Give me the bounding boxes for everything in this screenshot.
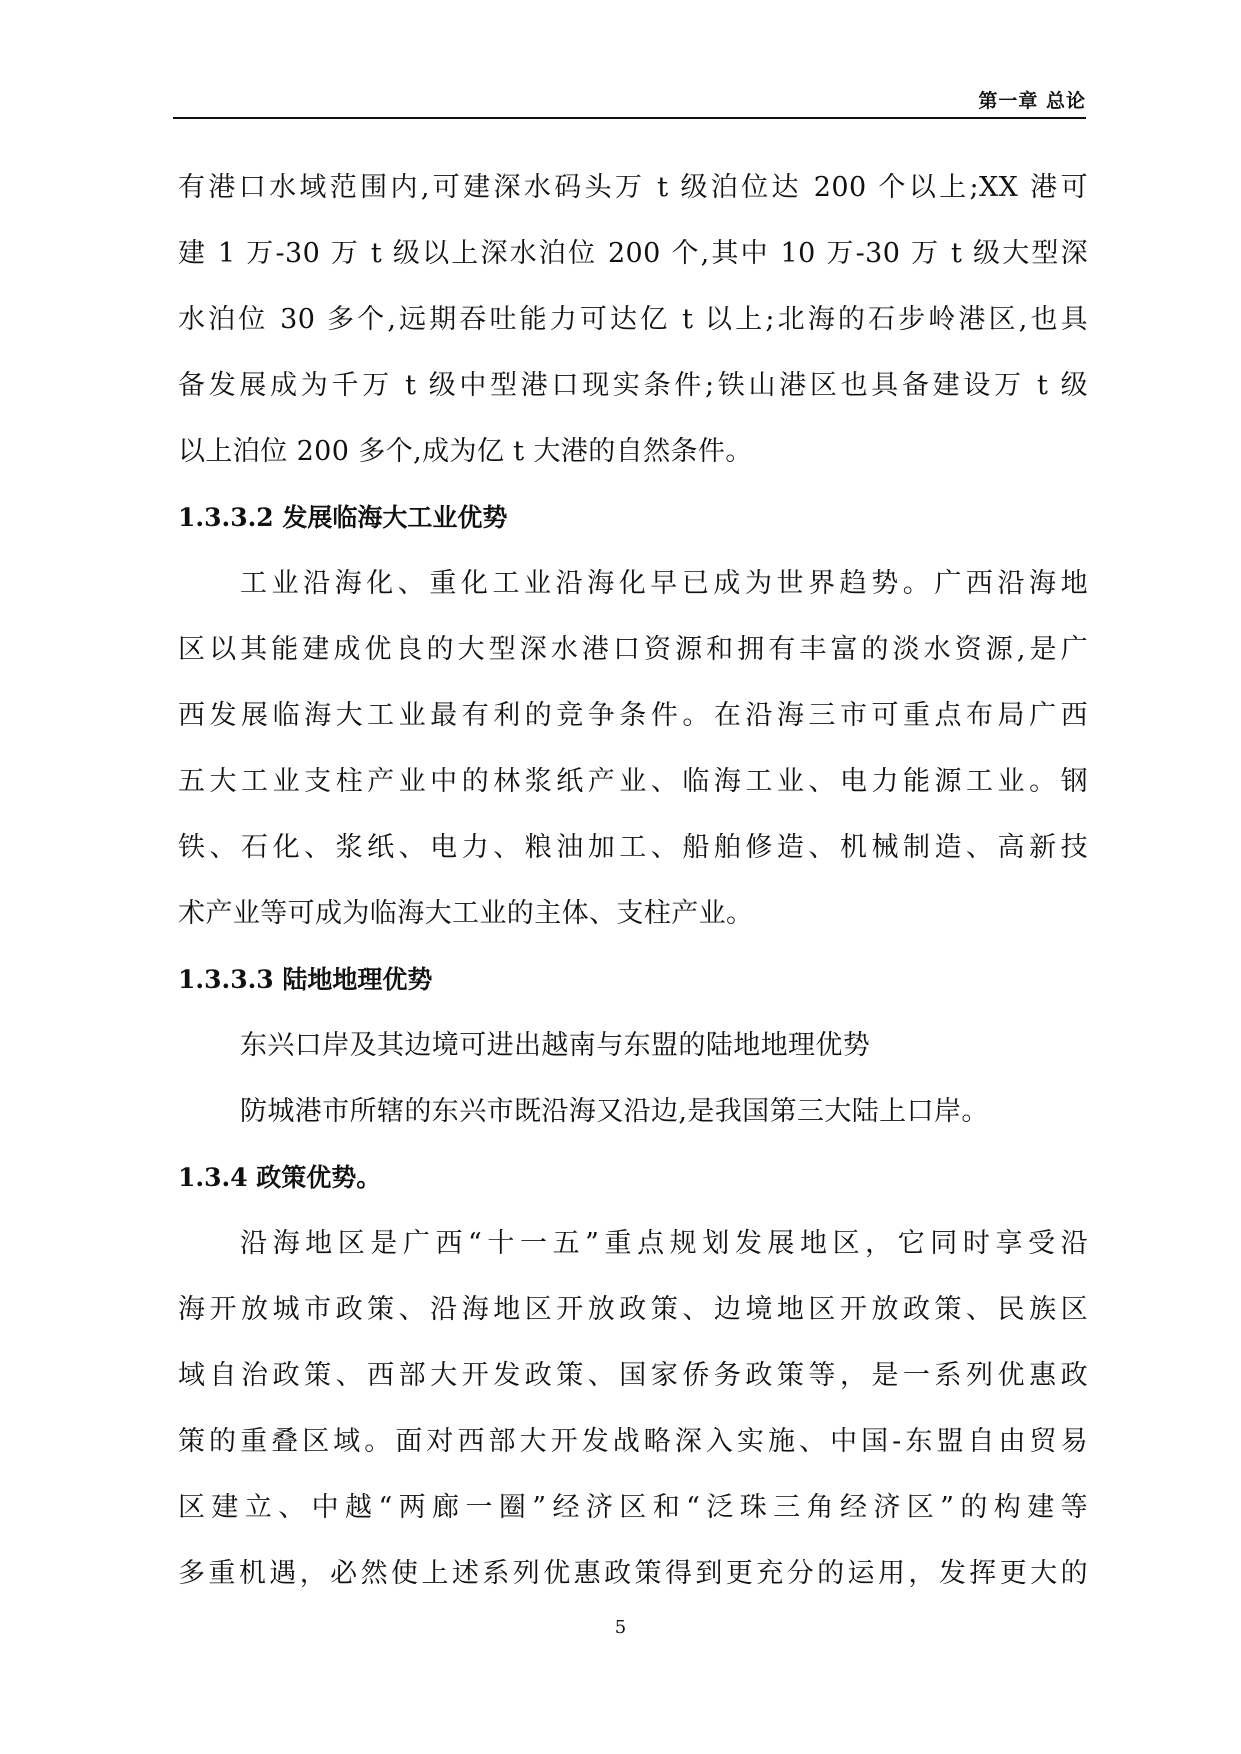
- header-rule: [173, 117, 1086, 119]
- page-number: 5: [614, 1617, 627, 1638]
- paragraph-line: 建 1 万-30 万 t 级以上深水泊位 200 个,其中 10 万-30 万 t 级大型深: [178, 238, 1088, 269]
- paragraph-line: 海开放城市政策、沿海地区开放政策、边境地区开放政策、民族区: [178, 1294, 1088, 1325]
- paragraph-line: 备发展成为千万 t 级中型港口现实条件;铁山港区也具备建设万 t 级: [178, 370, 1088, 401]
- paragraph-line: 铁、石化、浆纸、电力、粮油加工、船舶修造、机械制造、高新技: [178, 832, 1088, 863]
- paragraph-line: 水泊位 30 多个,远期吞吐能力可达亿 t 以上;北海的石步岭港区,也具: [178, 304, 1088, 335]
- paragraph-line: 防城港市所辖的东兴市既沿海又沿边,是我国第三大陆上口岸。: [240, 1096, 989, 1127]
- paragraph-line: 以上泊位 200 多个,成为亿 t 大港的自然条件。: [178, 436, 753, 467]
- paragraph-line: 沿海地区是广西“十一五”重点规划发展地区，它同时享受沿: [240, 1228, 1088, 1259]
- running-header-chapter-title: 第一章 总论: [978, 90, 1086, 112]
- paragraph-line: 术产业等可成为临海大工业的主体、支柱产业。: [178, 898, 754, 929]
- paragraph-line: 五大工业支柱产业中的林浆纸产业、临海工业、电力能源工业。钢: [178, 766, 1088, 797]
- body-text: [178, 155, 1088, 1607]
- paragraph-line: 东兴口岸及其边境可进出越南与东盟的陆地地理优势: [240, 1030, 871, 1061]
- paragraph-line: 策的重叠区域。面对西部大开发战略深入实施、中国-东盟自由贸易: [178, 1426, 1088, 1457]
- paragraph-line: 域自治政策、西部大开发政策、国家侨务政策等，是一系列优惠政: [178, 1360, 1088, 1391]
- paragraph-line: 多重机遇，必然使上述系列优惠政策得到更充分的运用，发挥更大的: [178, 1558, 1088, 1589]
- paragraph-line: 工业沿海化、重化工业沿海化早已成为世界趋势。广西沿海地: [240, 568, 1088, 599]
- paragraph-line: 西发展临海大工业最有利的竞争条件。在沿海三市可重点布局广西: [178, 700, 1088, 731]
- paragraph-line: 区以其能建成优良的大型深水港口资源和拥有丰富的淡水资源,是广: [178, 634, 1088, 665]
- section-heading: 1.3.4 政策优势。: [178, 1163, 382, 1192]
- paragraph-line: 区建立、中越“两廊一圈”经济区和“泛珠三角经济区”的构建等: [178, 1492, 1088, 1523]
- section-heading: 1.3.3.2 发展临海大工业优势: [178, 503, 508, 532]
- paragraph-line: 有港口水域范围内,可建深水码头万 t 级泊位达 200 个以上;XX 港可: [178, 172, 1088, 203]
- section-heading: 1.3.3.3 陆地地理优势: [178, 965, 433, 994]
